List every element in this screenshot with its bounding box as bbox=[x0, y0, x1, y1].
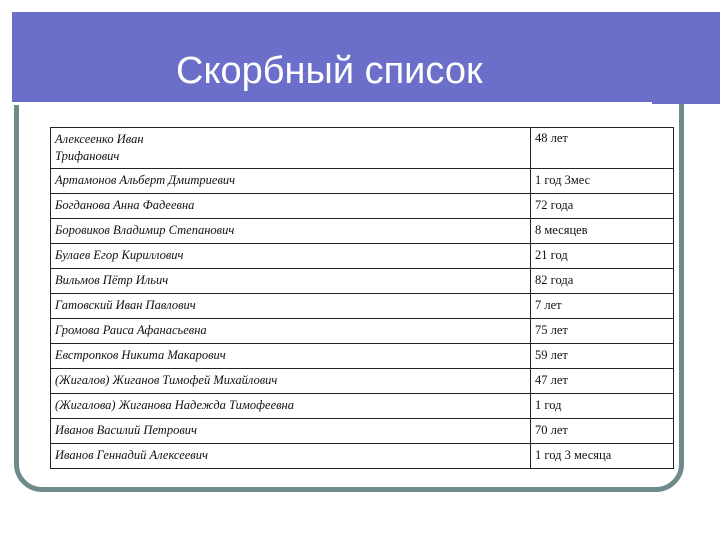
age-cell: 72 года bbox=[531, 194, 674, 219]
age-cell: 82 года bbox=[531, 269, 674, 294]
table-row bbox=[51, 344, 674, 369]
person-name-cell: Алексеенко Иван Трифанович bbox=[51, 128, 531, 169]
age-cell: 8 месяцев bbox=[531, 219, 674, 244]
table-row bbox=[51, 244, 674, 269]
table-row bbox=[51, 394, 674, 419]
table-row bbox=[51, 419, 674, 444]
person-name-cell: (Жигалов) Жиганов Тимофей Михайлович bbox=[51, 369, 531, 394]
table-row bbox=[51, 294, 674, 319]
age-cell: 48 лет bbox=[531, 128, 674, 169]
age-cell: 21 год bbox=[531, 244, 674, 269]
person-name-cell: (Жигалова) Жиганова Надежда Тимофеевна bbox=[51, 394, 531, 419]
person-name-cell: Иванов Василий Петрович bbox=[51, 419, 531, 444]
table-row bbox=[51, 194, 674, 219]
person-name-cell: Богданова Анна Фадеевна bbox=[51, 194, 531, 219]
age-cell: 59 лет bbox=[531, 344, 674, 369]
age-cell: 70 лет bbox=[531, 419, 674, 444]
person-name-cell: Гатовский Иван Павлович bbox=[51, 294, 531, 319]
age-cell: 1 год bbox=[531, 394, 674, 419]
person-name-cell: Боровиков Владимир Степанович bbox=[51, 219, 531, 244]
title-banner bbox=[12, 12, 720, 104]
slide-title: Скорбный список bbox=[176, 50, 483, 92]
person-name-cell: Вильмов Пётр Ильич bbox=[51, 269, 531, 294]
title-underline bbox=[12, 102, 652, 105]
age-cell: 7 лет bbox=[531, 294, 674, 319]
person-name-cell: Артамонов Альберт Дмитриевич bbox=[51, 169, 531, 194]
table-row bbox=[51, 269, 674, 294]
person-name-cell: Иванов Геннадий Алексеевич bbox=[51, 444, 531, 469]
table-row bbox=[51, 369, 674, 394]
person-name-cell: Булаев Егор Кириллович bbox=[51, 244, 531, 269]
table-row bbox=[51, 319, 674, 344]
table-row bbox=[51, 444, 674, 469]
table-row bbox=[51, 169, 674, 194]
age-cell: 1 год 3 месяца bbox=[531, 444, 674, 469]
age-cell: 75 лет bbox=[531, 319, 674, 344]
age-cell: 47 лет bbox=[531, 369, 674, 394]
age-cell: 1 год 3мес bbox=[531, 169, 674, 194]
person-name-cell: Евстропков Никита Макарович bbox=[51, 344, 531, 369]
memorial-table bbox=[50, 127, 674, 469]
table-row bbox=[51, 219, 674, 244]
person-name-cell: Громова Раиса Афанасьевна bbox=[51, 319, 531, 344]
table-row bbox=[51, 128, 674, 169]
